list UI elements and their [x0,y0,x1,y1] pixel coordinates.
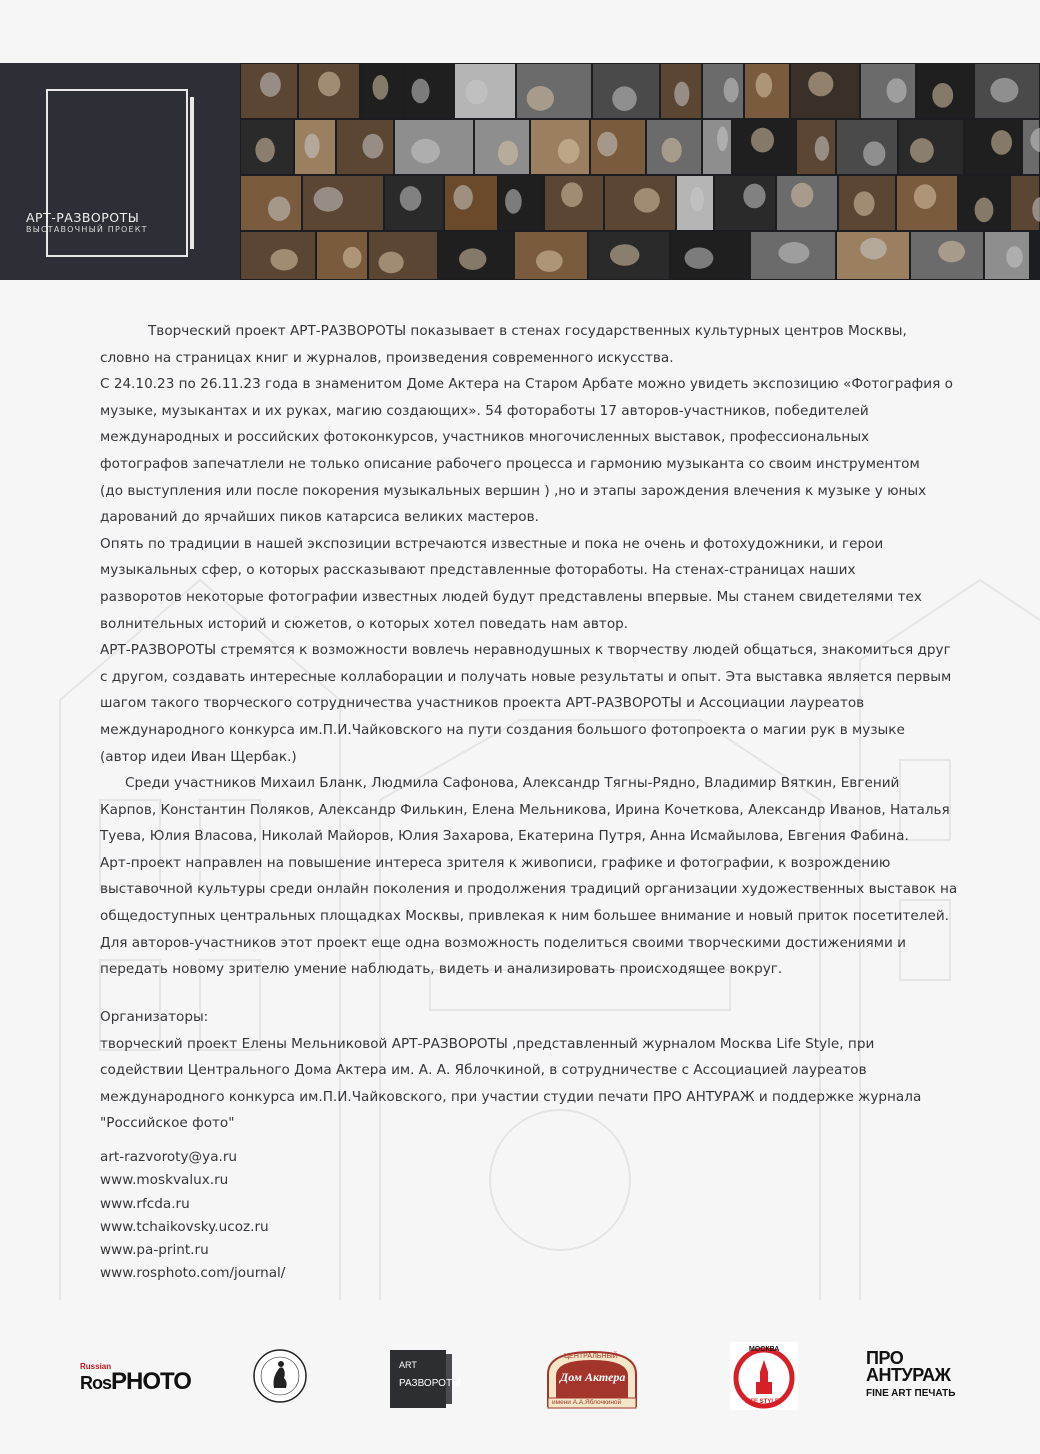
mosaic-photo-subject [459,248,486,270]
mosaic-photo-subject [373,75,389,100]
dom-aktera-logo-top: ЦЕНТРАЛЬНЫЙ [564,1353,618,1360]
text-line: АРТ-РАЗВОРОТЫ стремятся к возможности вовлечь неравнодушных к творчеству людей общаться, знакомиться друг [100,642,951,659]
mosaic-photo-subject [662,138,682,163]
mosaic-photo-subject [505,189,522,214]
mosaic-photo-subject [743,184,765,209]
dom-aktera-logo-bottom: имени А.А.Яблочкиной [552,1399,622,1406]
mosaic-photo-subject [412,79,430,104]
mosaic-photo-subject [610,244,640,266]
website-link[interactable]: www.rosphoto.com/journal/ [100,1265,286,1282]
mosaic-photo-subject [597,132,617,157]
organizers-line: международного конкурса им.П.И.Чайковского, при участии студии печати ПРО АНТУРАЖ и поддержке журнала [100,1088,922,1105]
mosaic-photo-subject [674,82,689,107]
dom-aktera-logo-main: Дом Актера [560,1370,626,1384]
header-banner [0,63,1040,280]
text-line: Опять по традиции в нашей экспозиции встречаются известные и пока не очень и фотохудожники, и герои [100,535,884,552]
mosaic-photo-subject [975,198,994,223]
mosaic-photo-tile [517,64,591,118]
mosaic-photo-subject [379,252,404,274]
mosaic-photo-subject [887,78,907,103]
mosaic-photo-subject [863,141,885,166]
rosphoto-logo-small-text: Russian [80,1362,112,1371]
mosaic-photo-subject [854,191,875,216]
mosaic-photo-subject [268,196,290,221]
mosaic-photo-subject [756,73,773,98]
website-link[interactable]: www.tchaikovsky.ucoz.ru [100,1218,269,1235]
brand-block [0,63,240,280]
mosaic-photo-subject [1006,246,1023,268]
mosaic-photo-subject [465,80,487,105]
mosaic-photo-subject [304,134,319,159]
mosaic-photo-subject [932,83,953,108]
mosaic-photo-subject [561,182,583,207]
pro-anturazh-line1: ПРО [866,1348,904,1368]
website-link[interactable]: www.rfcda.ru [100,1195,190,1212]
mosaic-photo-subject [717,126,728,151]
mosaic-photo-subject [527,86,554,111]
text-line: фотографов запечатлели не только описание рабочего процесса и гармонию музыканта со своим инструментом [100,455,920,472]
mosaic-photo-subject [453,185,472,210]
mosaic-photo-subject [690,187,704,212]
website-link[interactable]: www.moskvalux.ru [100,1172,229,1189]
organizers-line: творческий проект Елены Мельниковой АРТ-РАЗВОРОТЫ ,представленный журналом Москва Life Style, при [100,1035,875,1052]
text-line: Туева, Юлия Власова, Николай Майоров, Юлия Захарова, Екатерина Путря, Анна Исмайылова, Евгения Фабина. [100,828,909,845]
text-line: общедоступных центральных площадках Москвы, привлекая к ним большее внимание и новый приток посетителей. [100,908,949,925]
text-line: словно на страницах книг и журналов, произведения современного искусства. [100,349,674,366]
email-link[interactable]: art-razvoroty@ya.ru [100,1149,238,1165]
dom-aktera-logo [542,1348,642,1410]
text-line: музыке, музыкантах и их руках, магию создающих». 54 фотоработы 17 авторов-участников, победителей [100,402,869,419]
text-line: международного конкурса им.П.И.Чайковского на пути создания большого фотопроекта о магии рук в музыке [100,721,905,738]
mosaic-photo-subject [914,184,936,209]
photo-mosaic [240,63,1040,280]
main-text [100,318,990,983]
art-razvoroty-logo-word: РАЗВОРОТЫ [399,1378,461,1389]
mosaic-photo-subject [400,186,422,211]
mosaic-photo-subject [343,247,362,269]
text-line: международных и российских фотоконкурсов, участников многочисленных выставок, профессиональных [100,429,870,446]
mosaic-photo-subject [808,72,833,97]
pro-anturazh-line2: АНТУРАЖ [866,1365,951,1385]
rosphoto-logo-wordmark: RosPHOTO [80,1368,191,1395]
mosaic-photo-subject [318,72,340,97]
mosaic-photo-subject [991,130,1012,155]
text-line: Карпов, Константин Поляков, Александр Филькин, Елена Мельникова, Ирина Кочеткова, Александр Иванов, Наталья [100,801,950,818]
mosaic-photo-subject [778,242,809,264]
text-line: Арт-проект направлен на повышение интереса зрителя к живописи, графике и фотографии, к возрождению [100,854,891,871]
text-line: С 24.10.23 по 26.11.23 года в знаменитом Доме Актера на Старом Арбате можно увидеть экспозицию «Фотография о [100,376,953,393]
moskva-logo-top: МОСКВА [749,1346,780,1353]
mosaic-photo-subject [791,183,813,208]
mosaic-photo-subject [685,247,714,269]
tchaikovsky-association-logo [252,1348,308,1404]
text-line: музыкальных сфер, о которых рассказывают представленные фотоработы. На стенах-страницах наших [100,562,856,579]
mosaic-photo-subject [860,238,887,260]
organizers-section [100,1004,921,1137]
mosaic-photo-subject [724,78,739,103]
organizers-line: "Российское фото" [100,1115,235,1132]
mosaic-photo-tile [715,176,775,230]
text-line: передать новому зрителю умение наблюдать, видеть и анализировать происходящее вокруг. [100,961,783,978]
organizers-line: содействии Центрального Дома Актера им. А. А. Яблочкиной, в сотрудничестве с Ассоциацией лауреатов [100,1062,867,1079]
mosaic-photo-subject [938,241,965,263]
brand-subtitle: ВЫСТАВОЧНЫЙ ПРОЕКТ [26,225,148,234]
mosaic-photo-subject [990,78,1018,103]
organizers-heading: Организаторы: [100,1009,209,1025]
mosaic-photo-subject [751,128,774,153]
rosphoto-logo [80,1362,190,1396]
mosaic-photo-subject [634,188,660,213]
mosaic-photo-subject [612,86,636,111]
text-line: выставочной культуры среди онлайн поколения и продолжения традиций организации художественных выставок на [100,881,958,898]
text-line: шагом такого творческого сотрудничества участников проекта АРТ-РАЗВОРОТЫ и Ассоциации лауреатов [100,695,865,712]
text-line: (автор идеи Иван Щербак.) [100,748,297,765]
brand-frame-pages [190,97,194,249]
art-razvoroty-logo [388,1348,461,1410]
art-razvoroty-logo-art: ART [399,1360,417,1370]
pro-anturazh-line3: FINE ART ПЕЧАТЬ [866,1388,956,1399]
mosaic-photo-subject [362,134,383,159]
mosaic-photo-subject [558,139,580,164]
text-line: Для авторов-участников этот проект еще одна возможность поделиться своими творческими достижениями и [100,934,906,951]
mosaic-photo-subject [910,138,934,163]
pro-anturazh-logo [866,1350,956,1406]
text-line: Среди участников Михаил Бланк, Людмила Сафонова, Александр Тягны-Рядно, Владимир Вяткин, Евгений [125,775,900,792]
mosaic-photo-subject [314,187,344,212]
moskva-life-style-logo [730,1342,798,1410]
mosaic-photo-subject [270,249,297,271]
mosaic-photo-subject [498,141,518,166]
text-line: разворотов некоторые фотографии известных людей будут представлены впервые. Мы станем свидетелями тех [100,588,922,605]
text-line: (до выступления или после покорения музыкальных вершин ) ,но и этапы зарождения влечения к музыке у юных [100,482,927,499]
mosaic-photo-subject [260,72,281,97]
text-line: волнительных историй и сюжетов, о которых хотел поведать нам автор. [100,615,629,632]
mosaic-photo-subject [815,136,829,161]
mosaic-photo-subject [536,250,563,272]
brand-title: АРТ-РАЗВОРОТЫ [26,210,140,225]
mosaic-photo-tile [703,120,731,174]
mosaic-photo-tile [369,232,437,279]
text-line: дарований до ярчайших пиков катарсиса великих мастеров. [100,509,539,526]
mosaic-photo-subject [255,138,274,163]
mosaic-photo-subject [411,139,440,164]
text-line: с другом, создавать интересные коллаборации и получать новые результаты и опыт. Эта выставка является первым [100,668,952,685]
contacts-list [100,1146,285,1286]
website-link[interactable]: www.pa-print.ru [100,1242,209,1259]
moskva-logo-bottom: LIFE STYLE [745,1399,780,1405]
text-line: Творческий проект АРТ-РАЗВОРОТЫ показывает в стенах государственных культурных центров Москвы, [148,323,907,339]
